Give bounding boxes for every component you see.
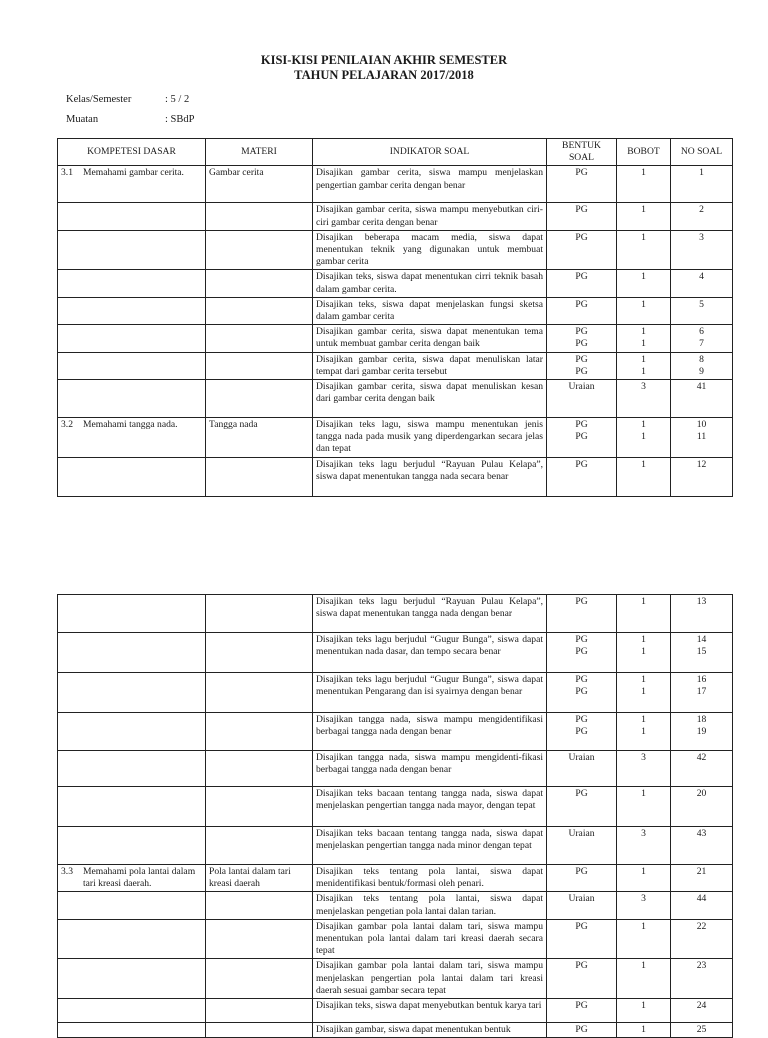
cell-indikator: Disajikan gambar pola lantai dalam tari, siswa mampu menjelaskan pengertian pola lantai dalam tari kreasi daerah sesuai gambar secara tepat xyxy=(313,959,547,999)
cell-no: 4 xyxy=(671,270,733,297)
cell-kompetensi xyxy=(58,270,206,297)
table-row xyxy=(58,919,733,959)
cell-bentuk: PG xyxy=(547,1023,617,1038)
cell-bobot: 1 1 xyxy=(617,352,671,379)
cell-kompetensi xyxy=(58,230,206,270)
cell-bentuk: PG PG xyxy=(547,673,617,713)
cell-no: 8 9 xyxy=(671,352,733,379)
cell-bentuk: PG xyxy=(547,230,617,270)
kd-number: 3.2 xyxy=(61,419,73,431)
cell-no: 25 xyxy=(671,1023,733,1038)
cell-materi xyxy=(206,595,313,633)
cell-indikator: Disajikan teks bacaan tentang tangga nada, siswa dapat menjelaskan pengertian tangga nada mayor, dengan tepat xyxy=(313,787,547,827)
cell-kompetensi xyxy=(58,166,206,203)
cell-materi xyxy=(206,919,313,959)
meta-value-muatan: : SBdP xyxy=(165,114,195,125)
cell-bobot: 1 xyxy=(617,959,671,999)
header-kompetensi: KOMPETESI DASAR xyxy=(58,139,206,166)
cell-indikator: Disajikan teks, siswa dapat menyebutkan bentuk karya tari xyxy=(313,999,547,1023)
cell-materi xyxy=(206,380,313,418)
cell-no: 6 7 xyxy=(671,325,733,352)
cell-indikator: Disajikan teks tentang pola lantai, siswa dapat menjelaskan pengetian pola lantai dalan tarian. xyxy=(313,892,547,919)
table-row xyxy=(58,999,733,1023)
cell-bobot: 1 xyxy=(617,230,671,270)
cell-materi xyxy=(206,959,313,999)
cell-no: 23 xyxy=(671,959,733,999)
cell-bentuk: PG PG xyxy=(547,418,617,458)
cell-bentuk: PG PG xyxy=(547,713,617,751)
table-row xyxy=(58,1023,733,1038)
cell-indikator: Disajikan teks, siswa dapat menentukan cirri teknik basah dalam gambar cerita. xyxy=(313,270,547,297)
cell-bentuk: Uraian xyxy=(547,380,617,418)
cell-no: 42 xyxy=(671,751,733,787)
header-bobot: BOBOT xyxy=(617,139,671,166)
kisi-table-page2 xyxy=(57,594,733,1038)
cell-materi: Gambar cerita xyxy=(206,166,313,203)
cell-kompetensi xyxy=(58,751,206,787)
cell-indikator: Disajikan teks lagu berjudul “Gugur Bunga”, siswa dapat menentukan Pengarang dan isi syairnya dengan benar xyxy=(313,673,547,713)
cell-bobot: 1 1 xyxy=(617,633,671,673)
cell-no: 43 xyxy=(671,827,733,865)
kd-text: Memahami tangga nada. xyxy=(83,419,178,431)
table-header-row xyxy=(58,139,733,166)
cell-bentuk: PG xyxy=(547,865,617,892)
cell-bobot: 1 1 xyxy=(617,673,671,713)
table-row xyxy=(58,352,733,379)
cell-bobot: 1 xyxy=(617,865,671,892)
table-row xyxy=(58,297,733,324)
table-row xyxy=(58,380,733,418)
doc-title: KISI-KISI PENILAIAN AKHIR SEMESTER xyxy=(260,53,508,67)
cell-indikator: Disajikan gambar pola lantai dalam tari, siswa mampu menentukan pola lantai dalam tari kreasi daerah secara tepat xyxy=(313,919,547,959)
kd-text: Memahami pola lantai dalam tari kreasi daerah. xyxy=(83,866,196,890)
cell-bobot: 1 xyxy=(617,203,671,230)
table-row xyxy=(58,633,733,673)
cell-materi xyxy=(206,751,313,787)
cell-no: 12 xyxy=(671,457,733,496)
cell-kompetensi xyxy=(58,418,206,458)
cell-kompetensi xyxy=(58,325,206,352)
cell-indikator: Disajikan teks lagu berjudul “Gugur Bunga”, siswa dapat menentukan nada dasar, dan tempo secara benar xyxy=(313,633,547,673)
cell-kompetensi xyxy=(58,352,206,379)
cell-indikator: Disajikan teks, siswa dapat menjelaskan fungsi sketsa dalam gambar cerita xyxy=(313,297,547,324)
cell-no: 24 xyxy=(671,999,733,1023)
cell-kompetensi xyxy=(58,457,206,496)
table-row xyxy=(58,418,733,458)
cell-no: 41 xyxy=(671,380,733,418)
meta-value-kelas: : 5 / 2 xyxy=(165,94,190,105)
cell-bentuk: PG PG xyxy=(547,352,617,379)
cell-indikator: Disajikan teks bacaan tentang tangga nada, siswa dapat menjelaskan pengertian tangga nada minor dengan tepat xyxy=(313,827,547,865)
cell-kompetensi xyxy=(58,380,206,418)
header-no: NO SOAL xyxy=(671,139,733,166)
cell-no: 5 xyxy=(671,297,733,324)
cell-no: 10 11 xyxy=(671,418,733,458)
cell-bobot: 1 xyxy=(617,297,671,324)
cell-kompetensi xyxy=(58,865,206,892)
cell-materi xyxy=(206,297,313,324)
header-indikator: INDIKATOR SOAL xyxy=(313,139,547,166)
cell-no: 20 xyxy=(671,787,733,827)
header-materi: MATERI xyxy=(206,139,313,166)
cell-indikator: Disajikan gambar cerita, siswa dapat menuliskan kesan dari gambar cerita dengan baik xyxy=(313,380,547,418)
cell-bobot: 1 xyxy=(617,270,671,297)
kd-number: 3.3 xyxy=(61,866,73,877)
cell-bentuk: PG xyxy=(547,166,617,203)
cell-bobot: 1 xyxy=(617,787,671,827)
cell-indikator: Disajikan teks lagu berjudul “Rayuan Pulau Kelapa”, siswa dapat menentukan tangga nada secara benar xyxy=(313,457,547,496)
cell-kompetensi xyxy=(58,999,206,1023)
cell-bentuk: PG xyxy=(547,999,617,1023)
cell-kompetensi xyxy=(58,673,206,713)
cell-no: 22 xyxy=(671,919,733,959)
cell-bentuk: PG xyxy=(547,457,617,496)
cell-bobot: 1 1 xyxy=(617,418,671,458)
table-row xyxy=(58,673,733,713)
table-row xyxy=(58,751,733,787)
cell-bobot: 3 xyxy=(617,892,671,919)
cell-materi: Pola lantai dalam tari kreasi daerah xyxy=(206,865,313,892)
cell-materi xyxy=(206,352,313,379)
table-row xyxy=(58,203,733,230)
cell-indikator: Disajikan teks lagu berjudul “Rayuan Pulau Kelapa”, siswa dapat menentukan tangga nada dengan benar xyxy=(313,595,547,633)
cell-no: 18 19 xyxy=(671,713,733,751)
cell-bentuk: Uraian xyxy=(547,751,617,787)
cell-bobot: 1 1 xyxy=(617,713,671,751)
cell-bentuk: PG PG xyxy=(547,633,617,673)
cell-indikator: Disajikan beberapa macam media, siswa dapat menentukan teknik yang digunakan untuk membuat gambar cerita xyxy=(313,230,547,270)
cell-kompetensi xyxy=(58,787,206,827)
cell-bentuk: PG xyxy=(547,270,617,297)
cell-no: 14 15 xyxy=(671,633,733,673)
cell-indikator: Disajikan gambar, siswa dapat menentukan bentuk xyxy=(313,1023,547,1038)
meta-label-kelas: Kelas/Semester xyxy=(66,94,132,105)
cell-bentuk: PG xyxy=(547,297,617,324)
cell-kompetensi xyxy=(58,203,206,230)
cell-materi xyxy=(206,633,313,673)
cell-kompetensi xyxy=(58,595,206,633)
cell-bentuk: Uraian xyxy=(547,892,617,919)
table-row xyxy=(58,595,733,633)
cell-no: 1 xyxy=(671,166,733,203)
cell-kompetensi xyxy=(58,959,206,999)
kd-number: 3.1 xyxy=(61,167,73,179)
cell-kompetensi xyxy=(58,297,206,324)
header-bentuk: BENTUK SOAL xyxy=(547,139,617,166)
table-body-page2 xyxy=(58,595,733,1038)
cell-bentuk: PG xyxy=(547,203,617,230)
cell-materi xyxy=(206,673,313,713)
cell-materi xyxy=(206,787,313,827)
cell-indikator: Disajikan gambar cerita, siswa dapat menuliskan latar tempat dari gambar cerita tersebut xyxy=(313,352,547,379)
cell-materi xyxy=(206,270,313,297)
table-row xyxy=(58,270,733,297)
table-row xyxy=(58,166,733,203)
cell-bentuk: PG PG xyxy=(547,325,617,352)
cell-materi xyxy=(206,999,313,1023)
cell-bentuk: PG xyxy=(547,959,617,999)
cell-bobot: 3 xyxy=(617,751,671,787)
cell-indikator: Disajikan teks tentang pola lantai, siswa dapat menidentifikasi bentuk/formasi oleh penari. xyxy=(313,865,547,892)
kd-text: Memahami gambar cerita. xyxy=(83,167,184,179)
cell-bobot: 1 xyxy=(617,1023,671,1038)
cell-materi xyxy=(206,230,313,270)
cell-materi xyxy=(206,827,313,865)
cell-materi xyxy=(206,325,313,352)
cell-materi xyxy=(206,457,313,496)
cell-no: 21 xyxy=(671,865,733,892)
table-body-page1 xyxy=(58,166,733,496)
cell-bobot: 1 xyxy=(617,457,671,496)
cell-materi xyxy=(206,203,313,230)
table-row xyxy=(58,713,733,751)
cell-bobot: 1 xyxy=(617,595,671,633)
cell-indikator: Disajikan teks lagu, siswa mampu menentukan jenis tangga nada pada musik yang diperdengarkan secara jelas dan tepat xyxy=(313,418,547,458)
doc-subtitle: TAHUN PELAJARAN 2017/2018 xyxy=(294,68,474,82)
cell-indikator: Disajikan tangga nada, siswa mampu mengidentifikasi berbagai tangga nada dengan benar xyxy=(313,713,547,751)
cell-bobot: 3 xyxy=(617,380,671,418)
cell-kompetensi xyxy=(58,892,206,919)
cell-indikator: Disajikan gambar cerita, siswa dapat menentukan tema untuk membuat gambar cerita dengan baik xyxy=(313,325,547,352)
table-row xyxy=(58,457,733,496)
cell-kompetensi xyxy=(58,827,206,865)
cell-bobot: 1 xyxy=(617,166,671,203)
cell-bentuk: PG xyxy=(547,919,617,959)
cell-bentuk: PG xyxy=(547,787,617,827)
kisi-table-page1 xyxy=(57,138,733,497)
cell-bentuk: Uraian xyxy=(547,827,617,865)
cell-kompetensi xyxy=(58,1023,206,1038)
meta-label-muatan: Muatan xyxy=(66,114,99,125)
cell-kompetensi xyxy=(58,713,206,751)
cell-no: 2 xyxy=(671,203,733,230)
table-row xyxy=(58,865,733,892)
cell-bobot: 3 xyxy=(617,827,671,865)
cell-indikator: Disajikan tangga nada, siswa mampu mengidenti-fikasi berbagai tangga nada dengan benar xyxy=(313,751,547,787)
cell-bobot: 1 xyxy=(617,999,671,1023)
table-row xyxy=(58,325,733,352)
cell-bobot: 1 1 xyxy=(617,325,671,352)
table-row xyxy=(58,787,733,827)
cell-materi xyxy=(206,1023,313,1038)
cell-indikator: Disajikan gambar cerita, siswa mampu menjelaskan pengertian gambar cerita dengan benar xyxy=(313,166,547,203)
cell-bentuk: PG xyxy=(547,595,617,633)
cell-kompetensi xyxy=(58,633,206,673)
cell-materi xyxy=(206,892,313,919)
cell-no: 3 xyxy=(671,230,733,270)
cell-materi: Tangga nada xyxy=(206,418,313,458)
table-row xyxy=(58,827,733,865)
cell-no: 44 xyxy=(671,892,733,919)
cell-kompetensi xyxy=(58,919,206,959)
cell-indikator: Disajikan gambar cerita, siswa mampu menyebutkan ciri-ciri gambar cerita dengan benar xyxy=(313,203,547,230)
table-row xyxy=(58,959,733,999)
cell-no: 16 17 xyxy=(671,673,733,713)
cell-no: 13 xyxy=(671,595,733,633)
table-row xyxy=(58,892,733,919)
cell-materi xyxy=(206,713,313,751)
cell-bobot: 1 xyxy=(617,919,671,959)
table-row xyxy=(58,230,733,270)
